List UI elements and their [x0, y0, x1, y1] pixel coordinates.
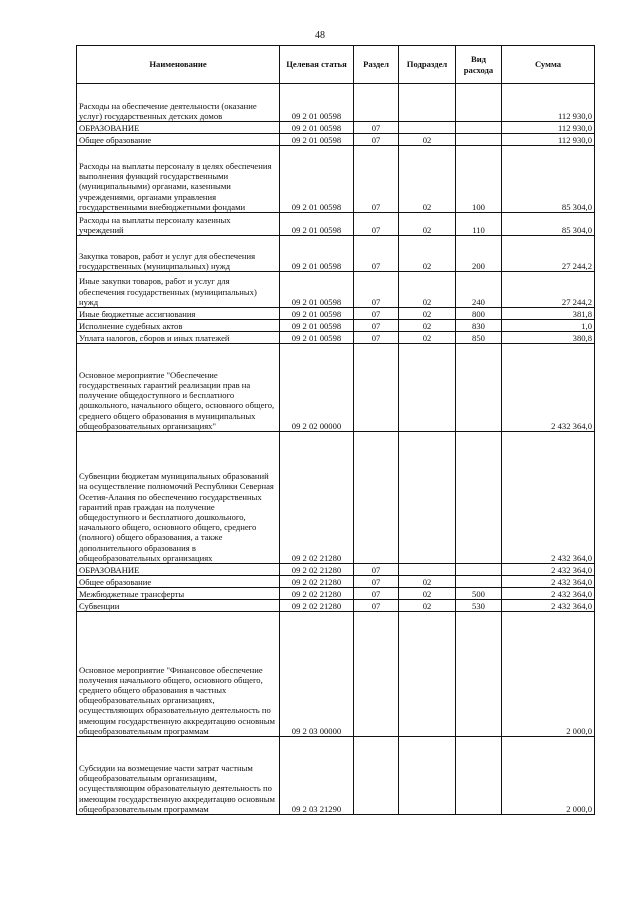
cell-article: 09 2 02 00000 — [280, 344, 354, 432]
cell-name: Расходы на выплаты персоналу казенных учреждений — [77, 213, 280, 236]
cell-sum: 2 000,0 — [502, 737, 595, 815]
cell-article: 09 2 01 00598 — [280, 122, 354, 134]
cell-name: Субвенции бюджетам муниципальных образований на осуществление полномочий Республики Северная Осетия-Алания по обеспечению государственных гарантий прав граждан на получение общедоступного и бесплатного дошкольного, начального общего, основного общего, среднего (полного) общего образования, а также дополнительного образования в общеобразовательных организациях — [77, 432, 280, 564]
cell-subsection: 02 — [399, 146, 456, 213]
table-row — [77, 308, 595, 320]
cell-sum: 2 432 364,0 — [502, 564, 595, 576]
cell-subsection: 02 — [399, 308, 456, 320]
cell-article: 09 2 01 00598 — [280, 236, 354, 272]
cell-sum: 380,8 — [502, 332, 595, 344]
cell-name: Расходы на выплаты персоналу в целях обеспечения выполнения функций государственными (муниципальными) органами, казенными учреждениями, органами управления государственными внебюджетными фондами — [77, 146, 280, 213]
table-row — [77, 588, 595, 600]
table-row — [77, 344, 595, 432]
cell-section: 07 — [354, 213, 399, 236]
cell-article: 09 2 01 00598 — [280, 308, 354, 320]
cell-article: 09 2 02 21280 — [280, 600, 354, 612]
cell-section: 07 — [354, 272, 399, 308]
cell-subsection — [399, 564, 456, 576]
cell-section: 07 — [354, 236, 399, 272]
cell-sum: 381,8 — [502, 308, 595, 320]
cell-subsection: 02 — [399, 576, 456, 588]
cell-subsection — [399, 344, 456, 432]
cell-sum: 2 000,0 — [502, 612, 595, 737]
cell-sum: 112 930,0 — [502, 84, 595, 122]
cell-sum: 27 244,2 — [502, 236, 595, 272]
header-name: Наименование — [77, 46, 280, 84]
header-article: Целевая статья — [280, 46, 354, 84]
cell-subsection: 02 — [399, 213, 456, 236]
cell-subsection — [399, 84, 456, 122]
cell-section — [354, 84, 399, 122]
table-header-row — [77, 46, 595, 84]
cell-sum: 2 432 364,0 — [502, 600, 595, 612]
table-row — [77, 134, 595, 146]
page-number: 48 — [315, 30, 325, 41]
table-row — [77, 272, 595, 308]
cell-name: Закупка товаров, работ и услуг для обеспечения государственных (муниципальных) нужд — [77, 236, 280, 272]
cell-sum: 1,0 — [502, 320, 595, 332]
cell-subsection: 02 — [399, 332, 456, 344]
cell-section: 07 — [354, 564, 399, 576]
cell-section: 07 — [354, 134, 399, 146]
cell-section: 07 — [354, 308, 399, 320]
cell-type: 240 — [456, 272, 502, 308]
cell-article: 09 2 02 21280 — [280, 564, 354, 576]
cell-sum: 2 432 364,0 — [502, 344, 595, 432]
cell-subsection — [399, 737, 456, 815]
cell-type: 850 — [456, 332, 502, 344]
table-row — [77, 236, 595, 272]
header-sum: Сумма — [502, 46, 595, 84]
table-row — [77, 564, 595, 576]
cell-article: 09 2 01 00598 — [280, 146, 354, 213]
cell-type — [456, 432, 502, 564]
cell-subsection: 02 — [399, 320, 456, 332]
cell-name: ОБРАЗОВАНИЕ — [77, 122, 280, 134]
cell-type — [456, 564, 502, 576]
cell-section: 07 — [354, 576, 399, 588]
cell-section: 07 — [354, 122, 399, 134]
cell-name: Основное мероприятие "Финансовое обеспечение получения начального общего, основного общего, среднего общего образования в частных общеобразовательных организациях, осуществляющих образовательную деятельность по имеющим государственную аккредитацию основным общеобразовательным программам — [77, 612, 280, 737]
cell-article: 09 2 01 00598 — [280, 320, 354, 332]
cell-type: 110 — [456, 213, 502, 236]
table-row — [77, 432, 595, 564]
table-row — [77, 332, 595, 344]
cell-sum: 2 432 364,0 — [502, 588, 595, 600]
cell-sum: 112 930,0 — [502, 134, 595, 146]
cell-name: Основное мероприятие "Обеспечение государственных гарантий реализации прав на получение общедоступного и бесплатного дошкольного, начального общего, основного общего, среднего общего образования в муниципальных общеобразовательных организациях" — [77, 344, 280, 432]
table-row — [77, 612, 595, 737]
cell-article: 09 2 03 00000 — [280, 612, 354, 737]
cell-type: 530 — [456, 600, 502, 612]
cell-name: Исполнение судебных актов — [77, 320, 280, 332]
cell-type: 100 — [456, 146, 502, 213]
header-section: Раздел — [354, 46, 399, 84]
cell-section — [354, 344, 399, 432]
table-row — [77, 600, 595, 612]
cell-sum: 2 432 364,0 — [502, 576, 595, 588]
header-type: Вид расхода — [456, 46, 502, 84]
table-row — [77, 576, 595, 588]
cell-subsection: 02 — [399, 272, 456, 308]
cell-name: Расходы на обеспечение деятельности (оказание услуг) государственных детских домов — [77, 84, 280, 122]
cell-sum: 85 304,0 — [502, 146, 595, 213]
cell-section: 07 — [354, 588, 399, 600]
table-row — [77, 213, 595, 236]
cell-name: Общее образование — [77, 134, 280, 146]
cell-name: Иные закупки товаров, работ и услуг для обеспечения государственных (муниципальных) нужд — [77, 272, 280, 308]
cell-subsection: 02 — [399, 588, 456, 600]
cell-article: 09 2 02 21280 — [280, 432, 354, 564]
cell-type — [456, 612, 502, 737]
cell-type — [456, 576, 502, 588]
cell-type — [456, 737, 502, 815]
cell-section: 07 — [354, 600, 399, 612]
cell-name: Иные бюджетные ассигнования — [77, 308, 280, 320]
table-row — [77, 84, 595, 122]
cell-article: 09 2 02 21280 — [280, 576, 354, 588]
header-subsection: Подраздел — [399, 46, 456, 84]
cell-article: 09 2 01 00598 — [280, 134, 354, 146]
cell-type — [456, 134, 502, 146]
cell-sum: 112 930,0 — [502, 122, 595, 134]
cell-article: 09 2 01 00598 — [280, 272, 354, 308]
table-row — [77, 146, 595, 213]
cell-section: 07 — [354, 320, 399, 332]
cell-article: 09 2 01 00598 — [280, 332, 354, 344]
budget-table — [76, 45, 595, 815]
cell-section — [354, 612, 399, 737]
cell-subsection — [399, 612, 456, 737]
cell-article: 09 2 01 00598 — [280, 213, 354, 236]
cell-subsection: 02 — [399, 134, 456, 146]
cell-subsection: 02 — [399, 236, 456, 272]
cell-sum: 2 432 364,0 — [502, 432, 595, 564]
cell-article: 09 2 02 21280 — [280, 588, 354, 600]
cell-article: 09 2 01 00598 — [280, 84, 354, 122]
cell-type: 800 — [456, 308, 502, 320]
cell-sum: 85 304,0 — [502, 213, 595, 236]
cell-sum: 27 244,2 — [502, 272, 595, 308]
cell-section: 07 — [354, 146, 399, 213]
cell-subsection — [399, 432, 456, 564]
cell-type — [456, 344, 502, 432]
cell-type: 500 — [456, 588, 502, 600]
cell-subsection — [399, 122, 456, 134]
cell-name: Общее образование — [77, 576, 280, 588]
table-row — [77, 320, 595, 332]
cell-article: 09 2 03 21290 — [280, 737, 354, 815]
cell-name: ОБРАЗОВАНИЕ — [77, 564, 280, 576]
cell-type: 830 — [456, 320, 502, 332]
cell-type — [456, 122, 502, 134]
cell-name: Уплата налогов, сборов и иных платежей — [77, 332, 280, 344]
cell-type: 200 — [456, 236, 502, 272]
cell-name: Субсидии на возмещение части затрат частным общеобразовательным организациям, осуществляющим образовательную деятельность по имеющим государственную аккредитацию основным общеобразовательным программам — [77, 737, 280, 815]
cell-subsection: 02 — [399, 600, 456, 612]
cell-section: 07 — [354, 332, 399, 344]
table-row — [77, 737, 595, 815]
table-row — [77, 122, 595, 134]
cell-name: Субвенции — [77, 600, 280, 612]
cell-type — [456, 84, 502, 122]
table-body — [77, 84, 595, 815]
cell-section — [354, 737, 399, 815]
cell-section — [354, 432, 399, 564]
cell-name: Межбюджетные трансферты — [77, 588, 280, 600]
